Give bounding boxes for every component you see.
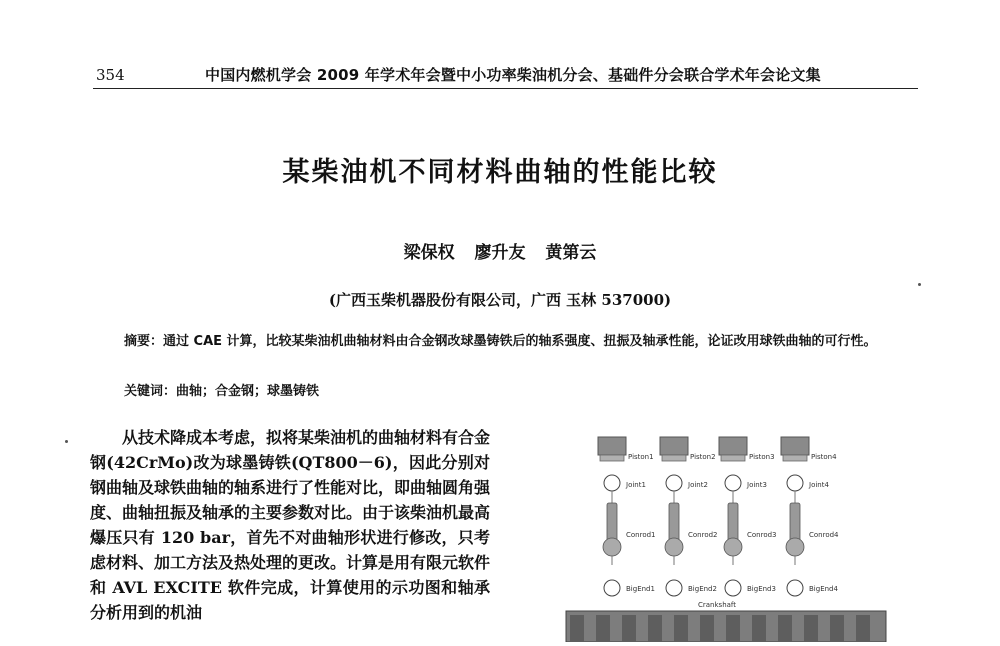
page-number: 354 (96, 66, 125, 84)
bigend-circle (604, 580, 620, 596)
crank-web (700, 615, 714, 642)
joint-label: Joint4 (809, 481, 829, 489)
body-column (90, 425, 490, 625)
joint-circle (604, 475, 620, 491)
crank-web (570, 615, 584, 642)
crank-web (804, 615, 818, 642)
crank-web (648, 615, 662, 642)
keywords-label: 关键词： (124, 384, 177, 399)
crank-web (596, 615, 610, 642)
crank-web (778, 615, 792, 642)
bigend-label: BigEnd2 (688, 585, 717, 593)
piston-label: Piston2 (690, 453, 716, 461)
conrod-bigend (786, 538, 804, 556)
bigend-circle (725, 580, 741, 596)
piston-skirt (783, 455, 807, 461)
conrod-shape (607, 503, 617, 543)
paper-authors: 梁保权 廖升友 黄第云 (403, 243, 597, 263)
piston-skirt (721, 455, 745, 461)
conrod-shape (669, 503, 679, 543)
abstract (124, 330, 894, 354)
engine-model-figure (560, 425, 890, 642)
piston-shape (719, 437, 747, 455)
crank-web (726, 615, 740, 642)
conrod-label: Conrod1 (626, 531, 656, 539)
piston-label: Piston3 (749, 453, 775, 461)
crankshaft-label: Crankshaft (698, 601, 737, 609)
crank-web (830, 615, 844, 642)
crank-web (622, 615, 636, 642)
crank-web (674, 615, 688, 642)
bigend-label: BigEnd3 (747, 585, 776, 593)
joint-circle (787, 475, 803, 491)
piston-shape (781, 437, 809, 455)
running-header: 中国内燃机学会 2009 年学术年会暨中小功率柴油机分会、基础件分会联合学术年会论文集 (205, 66, 821, 84)
body-paragraph: 从技术降成本考虑，拟将某柴油机的曲轴材料有合金钢(42CrMo)改为球墨铸铁(QT800－6)，因此分别对钢曲轴及球铁曲轴的轴系进行了性能对比，即曲轴圆角强度、曲轴扭振及轴承的主要参数对比。由于该柴油机最高爆压只有 120 bar，首先不对曲轴形状进行修改，只考虑材料、加工方法及热处理的更改。计算是用有限元软件和 AVL EXCITE 软件完成，计算使用的示功图和轴承分析用到的机油 (90, 428, 491, 622)
joint-label: Joint1 (626, 481, 646, 489)
keywords-text: 曲轴；合金钢；球墨铸铁 (176, 384, 320, 399)
piston-shape (598, 437, 626, 455)
abstract-text: 通过 CAE 计算，比较某柴油机曲轴材料由合金钢改球墨铸铁后的轴系强度、扭振及轴承性能，论证改用球铁曲轴的可行性。 (163, 334, 877, 349)
piston-skirt (600, 455, 624, 461)
engine-model-diagram (560, 425, 890, 642)
conrod-label: Conrod4 (809, 531, 839, 539)
piston-shape (660, 437, 688, 455)
bigend-label: BigEnd1 (626, 585, 655, 593)
conrod-bigend (724, 538, 742, 556)
scan-speck (65, 440, 68, 443)
conrod-label: Conrod3 (747, 531, 777, 539)
conrod-bigend (603, 538, 621, 556)
bigend-circle (787, 580, 803, 596)
paper-title: 某柴油机不同材料曲轴的性能比较 (282, 157, 718, 188)
conrod-shape (728, 503, 738, 543)
header-rule (93, 88, 918, 89)
joint-label: Joint2 (688, 481, 708, 489)
keywords (124, 380, 319, 399)
joint-circle (725, 475, 741, 491)
paper-affiliation: (广西玉柴机器股份有限公司，广西 玉林 537000) (328, 291, 672, 309)
conrod-shape (790, 503, 800, 543)
crank-web (856, 615, 870, 642)
bigend-circle (666, 580, 682, 596)
joint-circle (666, 475, 682, 491)
conrod-label: Conrod2 (688, 531, 718, 539)
scan-speck (918, 283, 921, 286)
piston-label: Piston4 (811, 453, 837, 461)
conrod-bigend (665, 538, 683, 556)
crank-web (752, 615, 766, 642)
bigend-label: BigEnd4 (809, 585, 838, 593)
piston-skirt (662, 455, 686, 461)
piston-label: Piston1 (628, 453, 654, 461)
joint-label: Joint3 (747, 481, 767, 489)
abstract-label: 摘要： (124, 334, 164, 349)
